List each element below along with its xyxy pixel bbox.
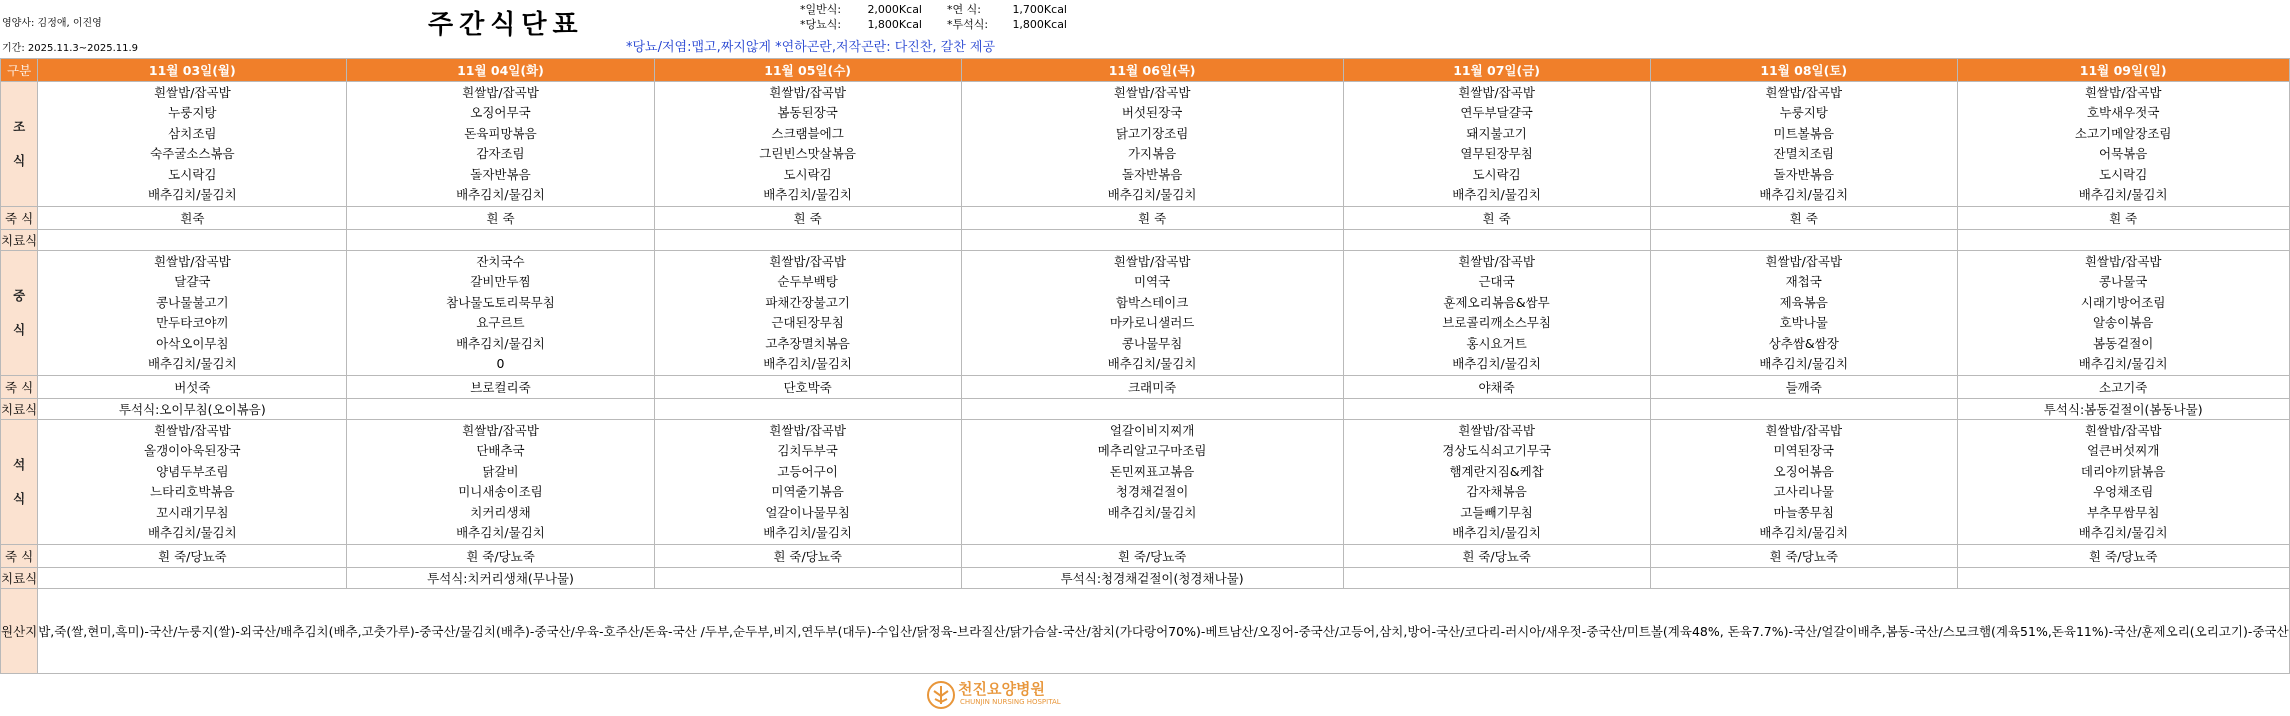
- calorie-info-left: [800, 2, 922, 32]
- day-header: 11월 06일(목): [961, 59, 1343, 82]
- menu-item: 흰쌀밥/잡곡밥: [769, 253, 846, 269]
- menu-item: 배추김치/물김치: [1452, 356, 1541, 371]
- menu-item: 배추김치/물김치: [2078, 356, 2168, 371]
- menu-cell: [347, 82, 654, 207]
- menu-item: 흰쌀밥/잡곡밥: [153, 253, 231, 269]
- menu-item: 알송이볶음: [2092, 315, 2154, 330]
- menu-item: 돈육피망볶음: [464, 125, 537, 141]
- menu-item: 재첩국: [1785, 274, 1822, 289]
- menu-item: 흰쌀밥/잡곡밥: [1458, 422, 1535, 438]
- menu-item: 흰쌀밥/잡곡밥: [1765, 84, 1843, 100]
- menu-item: 제육볶음: [1779, 294, 1828, 310]
- menu-item: [962, 523, 1343, 544]
- menu-item: 흰쌀밥/잡곡밥: [153, 422, 231, 438]
- menu-item: 0: [496, 356, 505, 371]
- menu-item: 배추김치/물김치: [763, 525, 852, 540]
- menu-item: 시래기방어조림: [2080, 294, 2166, 310]
- menu-item: 햄계란지짐&케찹: [1449, 463, 1544, 479]
- menu-item: 훈제오리볶음&쌈무: [1443, 294, 1550, 310]
- menu-item: 배추김치/물김치: [1107, 356, 1197, 371]
- menu-item: 가지볶음: [1127, 146, 1177, 161]
- day-header: 11월 07일(금): [1343, 59, 1650, 82]
- menu-item: 봄동된장국: [777, 105, 838, 120]
- menu-item: 꼬시래기무침: [156, 504, 229, 520]
- therapeutic-cell: [1343, 230, 1650, 251]
- menu-cell: [1343, 420, 1650, 545]
- porridge-cell: 흰 죽: [654, 207, 961, 230]
- menu-item: 근대된장무침: [771, 315, 844, 330]
- menu-item: 만두타코야끼: [156, 315, 229, 330]
- menu-item: 흰쌀밥/잡곡밥: [1113, 84, 1191, 100]
- therapeutic-cell: [654, 399, 961, 420]
- therapeutic-cell: [1650, 230, 1957, 251]
- porridge-cell: 흰 죽/당뇨죽: [961, 545, 1343, 568]
- therapeutic-label: 치료식: [1, 568, 38, 589]
- calorie-label: *연 식:: [947, 3, 981, 16]
- menu-cell: [1650, 420, 1957, 545]
- menu-item: 달걀국: [174, 274, 211, 289]
- porridge-cell: 버섯죽: [38, 376, 347, 399]
- meal-label-char: 식: [13, 322, 26, 337]
- menu-item: 근대국: [1478, 274, 1515, 289]
- menu-item: 청경채겉절이: [1115, 484, 1189, 499]
- menu-item: 도시락김: [783, 166, 832, 182]
- menu-item: 감자조림: [476, 146, 525, 161]
- menu-item: 데리야끼닭볶음: [2080, 463, 2166, 479]
- menu-cell: [961, 251, 1343, 376]
- category-header: 구분: [1, 59, 38, 82]
- menu-item: 그린빈스맛살볶음: [759, 146, 856, 161]
- porridge-cell: 브로컬리죽: [347, 376, 654, 399]
- meal-label-char: 식: [13, 153, 26, 168]
- day-header: 11월 03일(월): [38, 59, 347, 82]
- menu-period: 기간: 2025.11.3~2025.11.9: [2, 43, 139, 54]
- menu-item: 흰쌀밥/잡곡밥: [769, 422, 846, 438]
- menu-item: 참나물도토리묵무침: [446, 294, 555, 310]
- menu-item: 얼큰버섯찌개: [2086, 443, 2160, 458]
- therapeutic-cell: [1957, 568, 2289, 589]
- porridge-cell: 흰 죽: [1650, 207, 1957, 230]
- porridge-cell: 흰 죽/당뇨죽: [1650, 545, 1957, 568]
- menu-item: 돈민찌표고볶음: [1109, 463, 1195, 479]
- meal-label-char: 식: [13, 491, 26, 506]
- menu-cell: [961, 420, 1343, 545]
- menu-item: 고들빼기무침: [1460, 504, 1533, 520]
- porridge-label: 죽 식: [1, 545, 38, 568]
- calorie-label: *투석식:: [947, 18, 989, 31]
- porridge-cell: 흰 죽/당뇨죽: [1957, 545, 2289, 568]
- dietician-names: 영양사: 김정애, 이진영: [2, 18, 102, 29]
- menu-item: 콩나물국: [2099, 274, 2148, 289]
- menu-item: 요구르트: [476, 315, 525, 330]
- therapeutic-cell: [347, 399, 654, 420]
- menu-item: 얼갈이비지찌개: [1109, 422, 1195, 438]
- therapeutic-label: 치료식: [1, 399, 38, 420]
- porridge-cell: 흰 죽/당뇨죽: [38, 545, 347, 568]
- menu-item: 흰쌀밥/잡곡밥: [769, 84, 846, 100]
- menu-item: 흰쌀밥/잡곡밥: [1458, 253, 1535, 269]
- menu-item: 연두부달걀국: [1460, 105, 1533, 120]
- menu-item: 잔치국수: [476, 253, 525, 269]
- menu-item: 흰쌀밥/잡곡밥: [153, 84, 231, 100]
- menu-item: 배추김치/물김치: [1452, 525, 1541, 540]
- menu-item: 함박스테이크: [1115, 294, 1189, 310]
- meal-label-dinner: [1, 420, 38, 545]
- menu-item: 호박새우젓국: [2086, 105, 2160, 120]
- menu-cell: [1957, 420, 2289, 545]
- menu-cell: [1957, 251, 2289, 376]
- therapeutic-cell: [38, 230, 347, 251]
- menu-item: 양념두부조림: [156, 463, 229, 479]
- meal-label-char: 석: [13, 457, 26, 472]
- origin-label: 원산지: [1, 589, 38, 674]
- day-header: 11월 08일(토): [1650, 59, 1957, 82]
- menu-item: 배추김치/물김치: [147, 187, 237, 202]
- menu-item: 마늘쫑무침: [1773, 504, 1834, 520]
- menu-item: 흰쌀밥/잡곡밥: [2084, 253, 2162, 269]
- menu-item: 미역된장국: [1773, 443, 1834, 458]
- menu-item: 부추무쌈무침: [2086, 504, 2160, 520]
- porridge-cell: 흰 죽: [961, 207, 1343, 230]
- menu-item: 단배추국: [476, 443, 525, 458]
- menu-item: 배추김치/물김치: [763, 356, 852, 371]
- menu-cell: [654, 251, 961, 376]
- porridge-cell: 들깨죽: [1650, 376, 1957, 399]
- menu-item: 봄동겉절이: [2092, 335, 2154, 351]
- menu-item: 배추김치/물김치: [1452, 187, 1541, 202]
- menu-cell: [654, 82, 961, 207]
- menu-item: 우엉채조림: [2092, 484, 2154, 499]
- menu-item: 브로콜리깨소스무침: [1442, 315, 1551, 330]
- day-header: 11월 05일(수): [654, 59, 961, 82]
- menu-item: 흰쌀밥/잡곡밥: [2084, 84, 2162, 100]
- menu-item: 흰쌀밥/잡곡밥: [462, 422, 539, 438]
- therapeutic-cell: [1650, 399, 1957, 420]
- porridge-cell: 흰 죽: [347, 207, 654, 230]
- menu-cell: [1343, 82, 1650, 207]
- menu-item: 버섯된장국: [1121, 105, 1183, 120]
- menu-item: 감자채볶음: [1466, 484, 1527, 499]
- calorie-value: 1,700Kcal: [1012, 3, 1067, 16]
- porridge-cell: 흰 죽/당뇨죽: [347, 545, 654, 568]
- menu-item: 콩나물불고기: [156, 294, 229, 310]
- menu-item: 고등어구이: [777, 463, 838, 479]
- menu-item: 흰쌀밥/잡곡밥: [1765, 422, 1843, 438]
- menu-cell: [1343, 251, 1650, 376]
- menu-item: 도시락김: [2099, 166, 2148, 182]
- menu-item: 배추김치/물김치: [1759, 525, 1849, 540]
- menu-item: 배추김치/물김치: [2078, 187, 2168, 202]
- therapeutic-cell: [654, 568, 961, 589]
- menu-item: 누룽지탕: [1779, 105, 1828, 120]
- therapeutic-cell: 투석식:봄동겉절이(봄동나물): [1957, 399, 2289, 420]
- menu-item: 돌자반볶음: [1121, 166, 1183, 182]
- menu-item: 오징어볶음: [1773, 463, 1834, 479]
- menu-item: 홍시요거트: [1466, 335, 1527, 351]
- porridge-label: 죽 식: [1, 207, 38, 230]
- menu-item: 흰쌀밥/잡곡밥: [1113, 253, 1191, 269]
- menu-item: 어묵볶음: [2099, 146, 2148, 161]
- menu-item: 흰쌀밥/잡곡밥: [462, 84, 539, 100]
- hospital-logo: [926, 676, 1071, 714]
- calorie-label: *당뇨식:: [800, 18, 842, 31]
- menu-cell: [38, 251, 347, 376]
- porridge-cell: 야채죽: [1343, 376, 1650, 399]
- menu-item: 고추장멸치볶음: [765, 335, 850, 351]
- menu-item: 오징어무국: [470, 105, 531, 120]
- menu-item: 미니새송이조림: [458, 484, 543, 499]
- menu-cell: [654, 420, 961, 545]
- menu-item: 닭갈비: [482, 463, 519, 479]
- menu-cell: [347, 420, 654, 545]
- therapeutic-cell: [1957, 230, 2289, 251]
- menu-cell: [38, 82, 347, 207]
- therapeutic-cell: [347, 230, 654, 251]
- porridge-cell: 흰 죽: [1343, 207, 1650, 230]
- menu-item: 배추김치/물김치: [2078, 525, 2168, 540]
- porridge-cell: 흰죽: [38, 207, 347, 230]
- menu-cell: [347, 251, 654, 376]
- porridge-cell: 크래미죽: [961, 376, 1343, 399]
- calorie-value: 2,000Kcal: [867, 3, 922, 16]
- menu-item: 배추김치/물김치: [456, 335, 545, 351]
- menu-item: 흰쌀밥/잡곡밥: [1458, 84, 1535, 100]
- meal-label-lunch: [1, 251, 38, 376]
- menu-cell: [1650, 82, 1957, 207]
- diet-notice: *당뇨/저염:맵고,짜지않게 *연하곤란,저작곤란: 다진찬, 갈찬 제공: [626, 40, 996, 55]
- menu-item: 마카로니샐러드: [1109, 315, 1195, 330]
- page-header: [0, 0, 1073, 58]
- therapeutic-cell: [1343, 568, 1650, 589]
- menu-item: 치커리생채: [470, 504, 531, 520]
- menu-item: 배추김치/물김치: [1107, 504, 1197, 520]
- menu-item: 돌자반볶음: [1773, 166, 1834, 182]
- menu-item: 닭고기장조림: [1115, 125, 1189, 141]
- menu-item: 열무된장무침: [1460, 146, 1533, 161]
- therapeutic-cell: [1650, 568, 1957, 589]
- menu-cell: [1957, 82, 2289, 207]
- menu-item: 느타리호박볶음: [150, 484, 235, 499]
- menu-item: 소고기메알장조림: [2074, 125, 2172, 141]
- calorie-value: 1,800Kcal: [867, 18, 922, 31]
- calorie-info-right: [947, 2, 1067, 32]
- calorie-label: *일반식:: [800, 3, 842, 16]
- menu-item: 갈비만두찜: [470, 274, 531, 289]
- menu-item: 호박나물: [1779, 315, 1828, 330]
- porridge-cell: 소고기죽: [1957, 376, 2289, 399]
- menu-item: 배추김치/물김치: [456, 187, 545, 202]
- menu-item: 잔멸치조림: [1773, 146, 1834, 161]
- menu-item: 누룽지탕: [168, 105, 217, 120]
- therapeutic-cell: 투석식:청경채겉절이(청경채나물): [961, 568, 1343, 589]
- therapeutic-cell: [961, 230, 1343, 251]
- menu-item: 배추김치/물김치: [1759, 187, 1849, 202]
- menu-item: 메추리알고구마조림: [1097, 443, 1207, 458]
- meal-label-breakfast: [1, 82, 38, 207]
- therapeutic-cell: 투석식:오이무침(오이볶음): [38, 399, 347, 420]
- hospital-emblem-icon: [926, 680, 956, 710]
- menu-item: 미트볼볶음: [1773, 125, 1834, 141]
- therapeutic-label: 치료식: [1, 230, 38, 251]
- menu-item: 김치두부국: [777, 443, 838, 458]
- menu-item: 배추김치/물김치: [1107, 187, 1197, 202]
- menu-cell: [38, 420, 347, 545]
- hospital-name: 천진요양병원: [958, 680, 1045, 698]
- menu-item: 배추김치/물김치: [456, 525, 545, 540]
- menu-item: 배추김치/물김치: [763, 187, 852, 202]
- therapeutic-cell: 투석식:치커리생채(무나물): [347, 568, 654, 589]
- menu-item: 상추쌈&쌈장: [1768, 335, 1839, 351]
- meal-label-char: 중: [13, 288, 26, 303]
- menu-item: 배추김치/물김치: [147, 356, 237, 371]
- menu-item: 고사리나물: [1773, 484, 1834, 499]
- menu-item: 숙주굴소스볶음: [150, 146, 235, 161]
- menu-item: 경상도식쇠고기무국: [1442, 443, 1551, 458]
- porridge-cell: 흰 죽: [1957, 207, 2289, 230]
- porridge-cell: 단호박죽: [654, 376, 961, 399]
- porridge-cell: 흰 죽/당뇨죽: [1343, 545, 1650, 568]
- menu-item: 삼치조림: [168, 125, 217, 141]
- menu-item: 아삭오이무침: [156, 335, 229, 351]
- menu-item: 파채간장불고기: [765, 294, 850, 310]
- menu-item: 도시락김: [1472, 166, 1521, 182]
- menu-item: 올갱이아욱된장국: [144, 443, 241, 458]
- menu-item: 흰쌀밥/잡곡밥: [2084, 422, 2162, 438]
- page-title: 주간식단표: [428, 10, 584, 40]
- origin-text: 밥,죽(쌀,현미,흑미)-국산/누룽지(쌀)-외국산/배추김치(배추,고춧가루)-중국산/물김치(배추)-중국산/우육-호주산/돈육-국산 /두부,순두부,비지,연두부(대두)-수입산/닭정육-브라질산/닭가슴살-국산/참치(가다랑어70%)-베트남산/오징어-중국산/고등어,삼치,방어-국산/코다리-러시아/새우젓-중국산/미트볼(계육48%, 돈육7.7%)-국산/얼갈이배추,봄동-국산/스모크햄(계육51%,돈육11%)-국산/훈제오리(오리고기)-중국산: [38, 589, 2289, 674]
- menu-item: 돌자반볶음: [470, 166, 531, 182]
- menu-item: 얼갈이나물무침: [765, 504, 850, 520]
- menu-item: 콩나물무침: [1121, 335, 1183, 351]
- menu-item: 순두부백탕: [777, 274, 838, 289]
- therapeutic-cell: [1343, 399, 1650, 420]
- day-header: 11월 09일(일): [1957, 59, 2289, 82]
- menu-item: 스크램블에그: [771, 125, 844, 141]
- weekly-menu-table: [0, 58, 2290, 674]
- hospital-name-english: CHUNJIN NURSING HOSPITAL: [960, 698, 1061, 706]
- meal-label-char: 조: [13, 119, 26, 134]
- porridge-label: 죽 식: [1, 376, 38, 399]
- therapeutic-cell: [961, 399, 1343, 420]
- menu-item: 미역국: [1133, 274, 1171, 289]
- menu-item: 배추김치/물김치: [147, 525, 237, 540]
- therapeutic-cell: [38, 568, 347, 589]
- therapeutic-cell: [654, 230, 961, 251]
- menu-item: 흰쌀밥/잡곡밥: [1765, 253, 1843, 269]
- menu-item: 도시락김: [168, 166, 217, 182]
- day-header: 11월 04일(화): [347, 59, 654, 82]
- porridge-cell: 흰 죽/당뇨죽: [654, 545, 961, 568]
- menu-item: 배추김치/물김치: [1759, 356, 1849, 371]
- calorie-value: 1,800Kcal: [1012, 18, 1067, 31]
- menu-item: 미역줄기볶음: [771, 484, 844, 499]
- menu-item: 돼지불고기: [1466, 125, 1527, 141]
- menu-cell: [1650, 251, 1957, 376]
- menu-cell: [961, 82, 1343, 207]
